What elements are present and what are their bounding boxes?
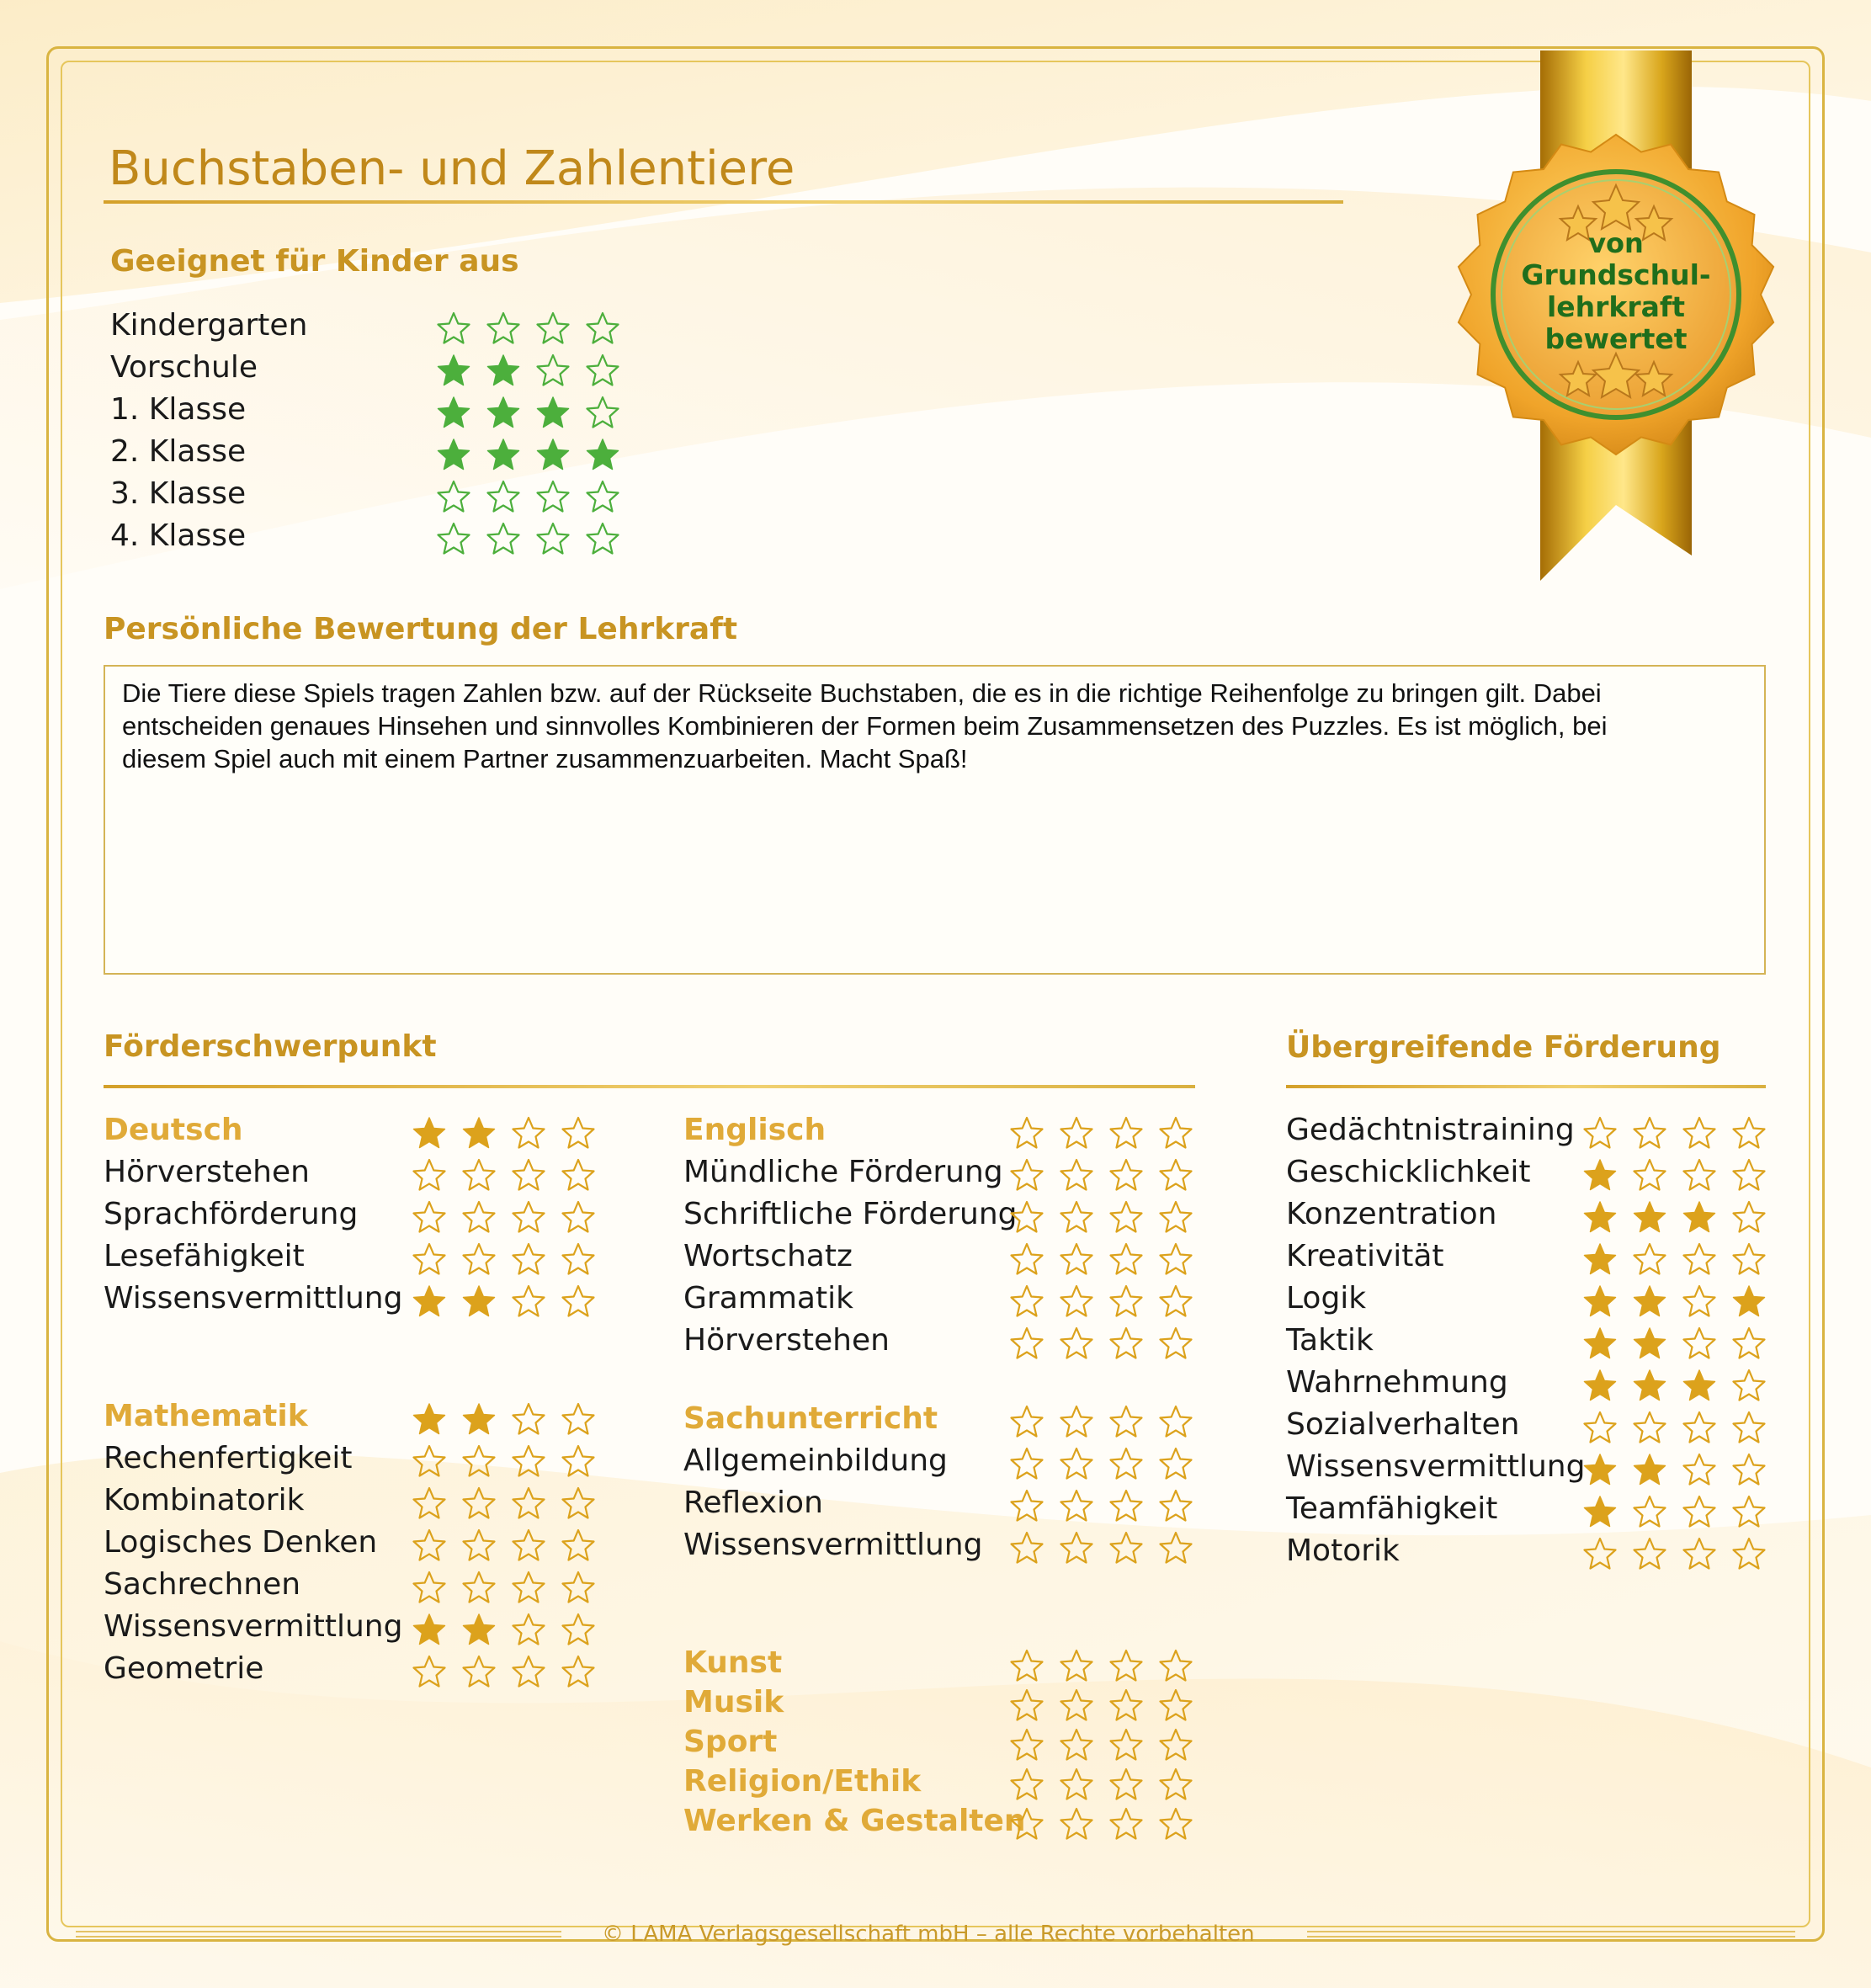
overall-row-label: Taktik (1286, 1323, 1374, 1358)
star-empty-icon (412, 1486, 447, 1521)
mathematik-row-stars (412, 1486, 596, 1521)
star-empty-icon (1731, 1199, 1767, 1235)
mathematik-row-stars (412, 1570, 596, 1605)
star-filled-icon (535, 395, 571, 430)
sachunterricht-row-label: Reflexion (683, 1486, 823, 1520)
sachunterricht-row-stars (1009, 1446, 1193, 1481)
star-empty-icon (561, 1443, 596, 1479)
star-empty-icon (436, 521, 471, 556)
star-empty-icon (1582, 1115, 1618, 1151)
star-empty-icon (1108, 1488, 1144, 1523)
star-empty-icon (1009, 1767, 1044, 1802)
star-empty-icon (1632, 1536, 1667, 1571)
deutsch-row-stars (412, 1199, 596, 1235)
star-empty-icon (1108, 1446, 1144, 1481)
star-empty-icon (1108, 1648, 1144, 1683)
star-empty-icon (1158, 1488, 1193, 1523)
englisch-row-stars (1009, 1326, 1193, 1361)
star-empty-icon (1108, 1688, 1144, 1723)
star-empty-icon (1009, 1199, 1044, 1235)
star-empty-icon (1158, 1326, 1193, 1361)
star-empty-icon (1108, 1115, 1144, 1151)
star-empty-icon (1731, 1452, 1767, 1487)
age-row-stars (436, 521, 620, 556)
star-filled-icon (1632, 1284, 1667, 1319)
star-empty-icon (1158, 1530, 1193, 1565)
star-empty-icon (1059, 1688, 1094, 1723)
deutsch-row-label: Hörverstehen (104, 1155, 310, 1189)
star-empty-icon (486, 479, 521, 514)
star-empty-icon (1158, 1648, 1193, 1683)
other-subject-row-label: Musik (683, 1685, 784, 1720)
star-filled-icon (486, 437, 521, 472)
deutsch-row-label: Sprachförderung (104, 1197, 359, 1231)
other-subject-row-stars (1009, 1806, 1193, 1842)
overall-row-stars (1582, 1241, 1767, 1277)
star-filled-icon (1682, 1199, 1717, 1235)
star-empty-icon (561, 1199, 596, 1235)
review-line-1: Die Tiere diese Spiels tragen Zahlen bzw. auf der Rückseite Buchstaben, die es in die richtige Reihenfolge zu bringen gilt. Dabei (122, 678, 1602, 708)
deutsch-row-stars (412, 1241, 596, 1277)
star-empty-icon (1731, 1368, 1767, 1403)
star-empty-icon (412, 1443, 447, 1479)
star-empty-icon (486, 521, 521, 556)
star-filled-icon (1582, 1326, 1618, 1361)
star-empty-icon (561, 1401, 596, 1437)
deutsch-row-label: Wissensvermittlung (104, 1281, 403, 1316)
star-empty-icon (511, 1115, 546, 1151)
other-subject-row-label: Religion/Ethik (683, 1764, 922, 1799)
star-empty-icon (1632, 1157, 1667, 1193)
other-subject-row-label: Sport (683, 1725, 778, 1759)
star-filled-icon (436, 395, 471, 430)
star-empty-icon (1108, 1404, 1144, 1439)
englisch-row-stars (1009, 1199, 1193, 1235)
star-empty-icon (1059, 1157, 1094, 1193)
overall-row-stars (1582, 1115, 1767, 1151)
sachunterricht-header-stars (1009, 1404, 1193, 1439)
overall-row-label: Motorik (1286, 1534, 1400, 1568)
star-empty-icon (535, 353, 571, 388)
star-empty-icon (1731, 1157, 1767, 1193)
star-empty-icon (561, 1115, 596, 1151)
star-empty-icon (1731, 1536, 1767, 1571)
star-filled-icon (412, 1401, 447, 1437)
star-empty-icon (511, 1528, 546, 1563)
star-empty-icon (1009, 1806, 1044, 1842)
overall-row-stars (1582, 1536, 1767, 1571)
star-empty-icon (1059, 1488, 1094, 1523)
overall-row-stars (1582, 1368, 1767, 1403)
star-empty-icon (1059, 1767, 1094, 1802)
overall-rule (1286, 1085, 1766, 1088)
star-empty-icon (1009, 1648, 1044, 1683)
star-empty-icon (1682, 1284, 1717, 1319)
badge-line-3: lehrkraft (1546, 290, 1686, 323)
mathematik-row-label: Logisches Denken (104, 1525, 378, 1560)
star-filled-icon (461, 1284, 497, 1319)
star-filled-icon (1731, 1284, 1767, 1319)
star-filled-icon (1632, 1452, 1667, 1487)
star-empty-icon (461, 1241, 497, 1277)
star-empty-icon (1682, 1241, 1717, 1277)
star-empty-icon (1059, 1727, 1094, 1762)
englisch-row-label: Wortschatz (683, 1239, 853, 1273)
star-empty-icon (1682, 1157, 1717, 1193)
overall-row-label: Wissensvermittlung (1286, 1449, 1586, 1484)
star-empty-icon (1108, 1326, 1144, 1361)
star-empty-icon (511, 1199, 546, 1235)
star-empty-icon (1682, 1410, 1717, 1445)
badge-line-2: Grundschul- (1521, 258, 1711, 291)
page-title: Buchstaben- und Zahlentiere (109, 141, 795, 196)
star-empty-icon (1009, 1326, 1044, 1361)
star-filled-icon (412, 1612, 447, 1647)
star-empty-icon (1632, 1410, 1667, 1445)
star-empty-icon (1009, 1488, 1044, 1523)
star-filled-icon (461, 1115, 497, 1151)
star-empty-icon (1582, 1536, 1618, 1571)
star-empty-icon (1682, 1536, 1717, 1571)
englisch-row-label: Hörverstehen (683, 1323, 890, 1358)
star-filled-icon (1582, 1199, 1618, 1235)
footer-line-right (1307, 1931, 1795, 1938)
age-row-label: 3. Klasse (110, 476, 247, 511)
star-empty-icon (1731, 1326, 1767, 1361)
star-empty-icon (585, 311, 620, 346)
star-empty-icon (561, 1570, 596, 1605)
focus-rule (104, 1085, 1195, 1088)
star-empty-icon (1108, 1767, 1144, 1802)
englisch-row-stars (1009, 1284, 1193, 1319)
star-empty-icon (461, 1443, 497, 1479)
star-empty-icon (585, 521, 620, 556)
star-empty-icon (1682, 1452, 1717, 1487)
rating-seal-icon (1448, 50, 1784, 589)
overall-heading: Übergreifende Förderung (1286, 1030, 1721, 1065)
age-row-stars (436, 311, 620, 346)
mathematik-row-stars (412, 1443, 596, 1479)
star-empty-icon (1009, 1404, 1044, 1439)
star-empty-icon (561, 1284, 596, 1319)
mathematik-row-stars (412, 1612, 596, 1647)
overall-row-stars (1582, 1284, 1767, 1319)
star-empty-icon (1682, 1115, 1717, 1151)
star-empty-icon (585, 479, 620, 514)
star-empty-icon (1158, 1446, 1193, 1481)
age-row-label: Vorschule (110, 350, 258, 385)
star-empty-icon (511, 1612, 546, 1647)
overall-row-label: Geschicklichkeit (1286, 1155, 1531, 1189)
overall-row-stars (1582, 1494, 1767, 1529)
englisch-row-stars (1009, 1241, 1193, 1277)
star-empty-icon (1059, 1199, 1094, 1235)
star-filled-icon (1582, 1368, 1618, 1403)
age-row-label: 4. Klasse (110, 518, 247, 553)
star-filled-icon (412, 1284, 447, 1319)
star-empty-icon (511, 1157, 546, 1193)
star-empty-icon (511, 1284, 546, 1319)
overall-row-label: Konzentration (1286, 1197, 1497, 1231)
star-empty-icon (1059, 1284, 1094, 1319)
star-filled-icon (1682, 1368, 1717, 1403)
star-filled-icon (461, 1612, 497, 1647)
other-subject-row-stars (1009, 1727, 1193, 1762)
mathematik-row-label: Wissensvermittlung (104, 1609, 403, 1644)
star-filled-icon (1582, 1284, 1618, 1319)
star-empty-icon (1682, 1326, 1717, 1361)
star-filled-icon (585, 437, 620, 472)
englisch-header-stars (1009, 1115, 1193, 1151)
overall-row-stars (1582, 1326, 1767, 1361)
overall-row-stars (1582, 1199, 1767, 1235)
age-row-stars (436, 395, 620, 430)
star-empty-icon (535, 311, 571, 346)
star-empty-icon (412, 1241, 447, 1277)
other-subject-row-stars (1009, 1767, 1193, 1802)
star-empty-icon (1009, 1688, 1044, 1723)
star-empty-icon (535, 479, 571, 514)
star-empty-icon (1158, 1157, 1193, 1193)
mathematik-row-label: Geometrie (104, 1651, 264, 1686)
star-empty-icon (1059, 1241, 1094, 1277)
star-empty-icon (1108, 1241, 1144, 1277)
star-empty-icon (1059, 1446, 1094, 1481)
star-empty-icon (436, 311, 471, 346)
mathematik-header-label: Mathematik (104, 1399, 308, 1433)
star-empty-icon (1059, 1530, 1094, 1565)
other-subject-row-stars (1009, 1688, 1193, 1723)
star-empty-icon (461, 1486, 497, 1521)
englisch-row-stars (1009, 1157, 1193, 1193)
mathematik-row-stars (412, 1528, 596, 1563)
star-filled-icon (1582, 1157, 1618, 1193)
review-line-2: entscheiden genaues Hinsehen und sinnvolles Kombinieren der Formen beim Zusammensetzen des Puzzles. Es ist möglich, bei (122, 711, 1608, 741)
star-empty-icon (511, 1654, 546, 1689)
sachunterricht-header-label: Sachunterricht (683, 1401, 938, 1436)
star-empty-icon (461, 1199, 497, 1235)
mathematik-header-stars (412, 1401, 596, 1437)
age-row-label: 1. Klasse (110, 392, 247, 427)
overall-row-label: Logik (1286, 1281, 1367, 1316)
star-empty-icon (1158, 1767, 1193, 1802)
sachunterricht-row-stars (1009, 1530, 1193, 1565)
star-filled-icon (486, 353, 521, 388)
other-subject-row-label: Werken & Gestalten (683, 1804, 1026, 1838)
star-empty-icon (1158, 1806, 1193, 1842)
star-filled-icon (1632, 1199, 1667, 1235)
star-filled-icon (1632, 1326, 1667, 1361)
review-text-box (104, 665, 1766, 975)
star-filled-icon (1582, 1494, 1618, 1529)
star-empty-icon (1632, 1241, 1667, 1277)
badge-line-4: bewertet (1544, 322, 1688, 355)
star-empty-icon (511, 1401, 546, 1437)
star-empty-icon (1682, 1494, 1717, 1529)
deutsch-row-stars (412, 1284, 596, 1319)
star-empty-icon (1009, 1727, 1044, 1762)
star-empty-icon (1158, 1241, 1193, 1277)
star-filled-icon (535, 437, 571, 472)
star-empty-icon (561, 1486, 596, 1521)
star-empty-icon (412, 1654, 447, 1689)
star-empty-icon (461, 1654, 497, 1689)
englisch-row-label: Schriftliche Förderung (683, 1197, 1018, 1231)
star-empty-icon (1158, 1284, 1193, 1319)
age-row-stars (436, 479, 620, 514)
overall-row-label: Teamfähigkeit (1286, 1491, 1498, 1526)
star-filled-icon (436, 353, 471, 388)
star-empty-icon (585, 353, 620, 388)
star-empty-icon (1108, 1806, 1144, 1842)
star-empty-icon (511, 1486, 546, 1521)
star-empty-icon (1158, 1727, 1193, 1762)
star-filled-icon (1582, 1241, 1618, 1277)
other-subject-row-stars (1009, 1648, 1193, 1683)
overall-row-stars (1582, 1410, 1767, 1445)
englisch-row-label: Mündliche Förderung (683, 1155, 1003, 1189)
sachunterricht-row-label: Allgemeinbildung (683, 1443, 948, 1478)
overall-row-label: Sozialverhalten (1286, 1407, 1520, 1442)
star-empty-icon (1731, 1410, 1767, 1445)
review-heading: Persönliche Bewertung der Lehrkraft (104, 612, 738, 646)
star-empty-icon (1632, 1494, 1667, 1529)
star-empty-icon (461, 1528, 497, 1563)
star-empty-icon (1582, 1410, 1618, 1445)
star-filled-icon (1582, 1452, 1618, 1487)
star-empty-icon (1059, 1648, 1094, 1683)
star-empty-icon (1009, 1115, 1044, 1151)
star-empty-icon (461, 1157, 497, 1193)
star-empty-icon (486, 311, 521, 346)
age-row-stars (436, 353, 620, 388)
age-heading: Geeignet für Kinder aus (110, 244, 519, 279)
star-empty-icon (1158, 1404, 1193, 1439)
star-empty-icon (1009, 1241, 1044, 1277)
star-empty-icon (1731, 1494, 1767, 1529)
star-empty-icon (1108, 1199, 1144, 1235)
star-empty-icon (511, 1443, 546, 1479)
star-empty-icon (1731, 1115, 1767, 1151)
star-empty-icon (1632, 1115, 1667, 1151)
overall-row-stars (1582, 1452, 1767, 1487)
age-row-label: Kindergarten (110, 308, 308, 343)
star-empty-icon (1059, 1404, 1094, 1439)
star-empty-icon (412, 1157, 447, 1193)
deutsch-row-stars (412, 1157, 596, 1193)
star-empty-icon (461, 1570, 497, 1605)
mathematik-row-label: Kombinatorik (104, 1483, 305, 1518)
star-empty-icon (1158, 1688, 1193, 1723)
badge-line-1: von (1588, 227, 1644, 259)
star-empty-icon (1009, 1157, 1044, 1193)
overall-row-label: Gedächtnistraining (1286, 1113, 1575, 1147)
age-row-label: 2. Klasse (110, 434, 247, 469)
focus-heading: Förderschwerpunkt (104, 1029, 437, 1064)
star-empty-icon (1108, 1284, 1144, 1319)
star-empty-icon (585, 395, 620, 430)
star-filled-icon (1632, 1368, 1667, 1403)
star-empty-icon (511, 1241, 546, 1277)
star-empty-icon (412, 1528, 447, 1563)
title-rule (104, 200, 1343, 204)
sachunterricht-row-stars (1009, 1488, 1193, 1523)
star-empty-icon (1009, 1284, 1044, 1319)
star-filled-icon (461, 1401, 497, 1437)
star-empty-icon (561, 1612, 596, 1647)
star-empty-icon (1158, 1115, 1193, 1151)
footer-copyright: © LAMA Verlagsgesellschaft mbH – alle Rechte vorbehalten (602, 1922, 1255, 1947)
footer-line-left (76, 1931, 561, 1938)
sachunterricht-row-label: Wissensvermittlung (683, 1528, 983, 1562)
star-empty-icon (1108, 1157, 1144, 1193)
star-empty-icon (412, 1570, 447, 1605)
star-filled-icon (412, 1115, 447, 1151)
englisch-header-label: Englisch (683, 1113, 827, 1147)
star-empty-icon (1059, 1806, 1094, 1842)
review-line-3: diesem Spiel auch mit einem Partner zusammenzuarbeiten. Macht Spaß! (122, 744, 968, 773)
star-empty-icon (1009, 1530, 1044, 1565)
other-subject-row-label: Kunst (683, 1645, 783, 1680)
star-empty-icon (561, 1528, 596, 1563)
mathematik-row-label: Sachrechnen (104, 1567, 301, 1602)
star-empty-icon (412, 1199, 447, 1235)
overall-row-label: Kreativität (1286, 1239, 1444, 1273)
star-empty-icon (535, 521, 571, 556)
overall-row-label: Wahrnehmung (1286, 1365, 1508, 1400)
deutsch-header-stars (412, 1115, 596, 1151)
mathematik-row-stars (412, 1654, 596, 1689)
star-empty-icon (1108, 1530, 1144, 1565)
star-empty-icon (1059, 1326, 1094, 1361)
star-filled-icon (486, 395, 521, 430)
star-empty-icon (1108, 1727, 1144, 1762)
deutsch-row-label: Lesefähigkeit (104, 1239, 305, 1273)
englisch-row-label: Grammatik (683, 1281, 853, 1316)
star-empty-icon (436, 479, 471, 514)
age-row-stars (436, 437, 620, 472)
star-empty-icon (1009, 1446, 1044, 1481)
star-empty-icon (511, 1570, 546, 1605)
star-empty-icon (561, 1157, 596, 1193)
overall-row-stars (1582, 1157, 1767, 1193)
mathematik-row-label: Rechenfertigkeit (104, 1441, 353, 1475)
star-empty-icon (561, 1241, 596, 1277)
deutsch-header-label: Deutsch (104, 1113, 243, 1147)
star-empty-icon (1731, 1241, 1767, 1277)
star-empty-icon (1158, 1199, 1193, 1235)
star-filled-icon (436, 437, 471, 472)
star-empty-icon (561, 1654, 596, 1689)
star-empty-icon (1059, 1115, 1094, 1151)
